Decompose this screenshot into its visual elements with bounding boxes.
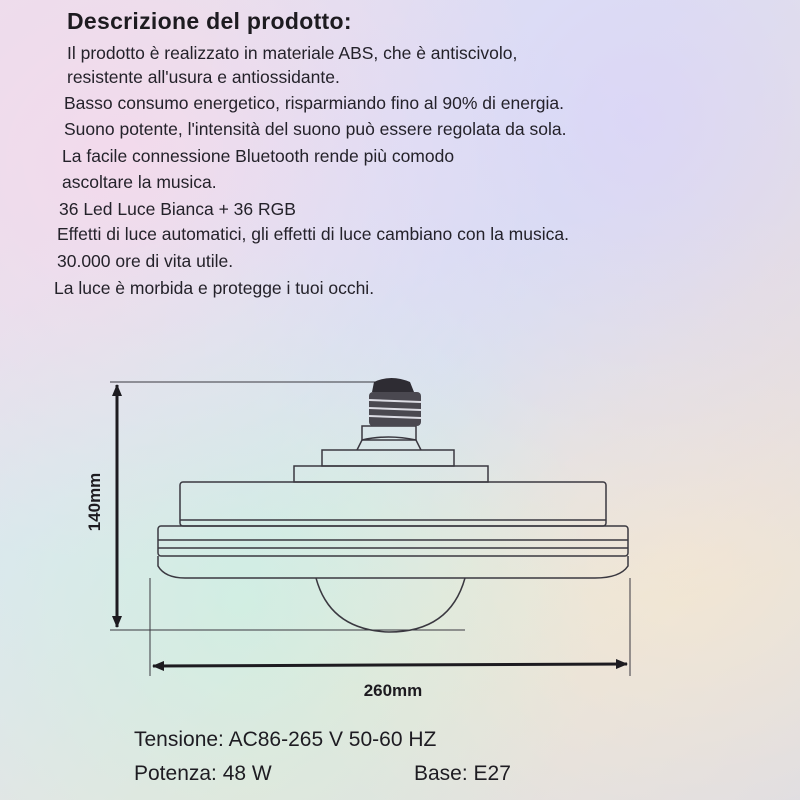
lamp-neck <box>357 437 421 450</box>
voltage-spec: Tensione: AC86-265 V 50-60 HZ <box>134 728 437 751</box>
description-line: La facile connessione Bluetooth rende più comodo <box>62 146 455 166</box>
e27-screw-base <box>369 378 421 426</box>
description-line: 30.000 ore di vita utile. <box>57 251 234 271</box>
description-line: Basso consumo energetico, risparmiando fino al 90% di energia. <box>64 93 565 113</box>
description-line: 36 Led Luce Bianca + 36 RGB <box>59 199 296 219</box>
lamp-dome <box>316 578 465 632</box>
description-line: resistente all'usura e antiossidante. <box>67 67 340 87</box>
description-line: ascoltare la musica. <box>62 172 217 192</box>
lamp-diffuser-lip <box>158 556 628 578</box>
power-spec: Potenza: 48 W <box>134 762 272 785</box>
description-line: La luce è morbida e protegge i tuoi occhi. <box>54 278 375 298</box>
description-line: Effetti di luce automatici, gli effetti di luce cambiano con la musica. <box>57 224 569 244</box>
width-dimension <box>150 578 630 676</box>
base-spec: Base: E27 <box>414 762 511 785</box>
description-line: Suono potente, l'intensità del suono può essere regolata da sola. <box>64 119 567 139</box>
height-label: 140mm <box>85 472 104 532</box>
description-line: Il prodotto è realizzato in materiale ABS, che è antiscivolo, <box>67 43 518 63</box>
width-label: 260mm <box>363 681 423 700</box>
lamp-body-band <box>158 526 628 556</box>
lamp-top-step <box>294 466 488 482</box>
product-description-heading: Descrizione del prodotto: <box>67 8 352 34</box>
lamp-outline <box>158 426 628 632</box>
lamp-cap <box>322 450 454 466</box>
